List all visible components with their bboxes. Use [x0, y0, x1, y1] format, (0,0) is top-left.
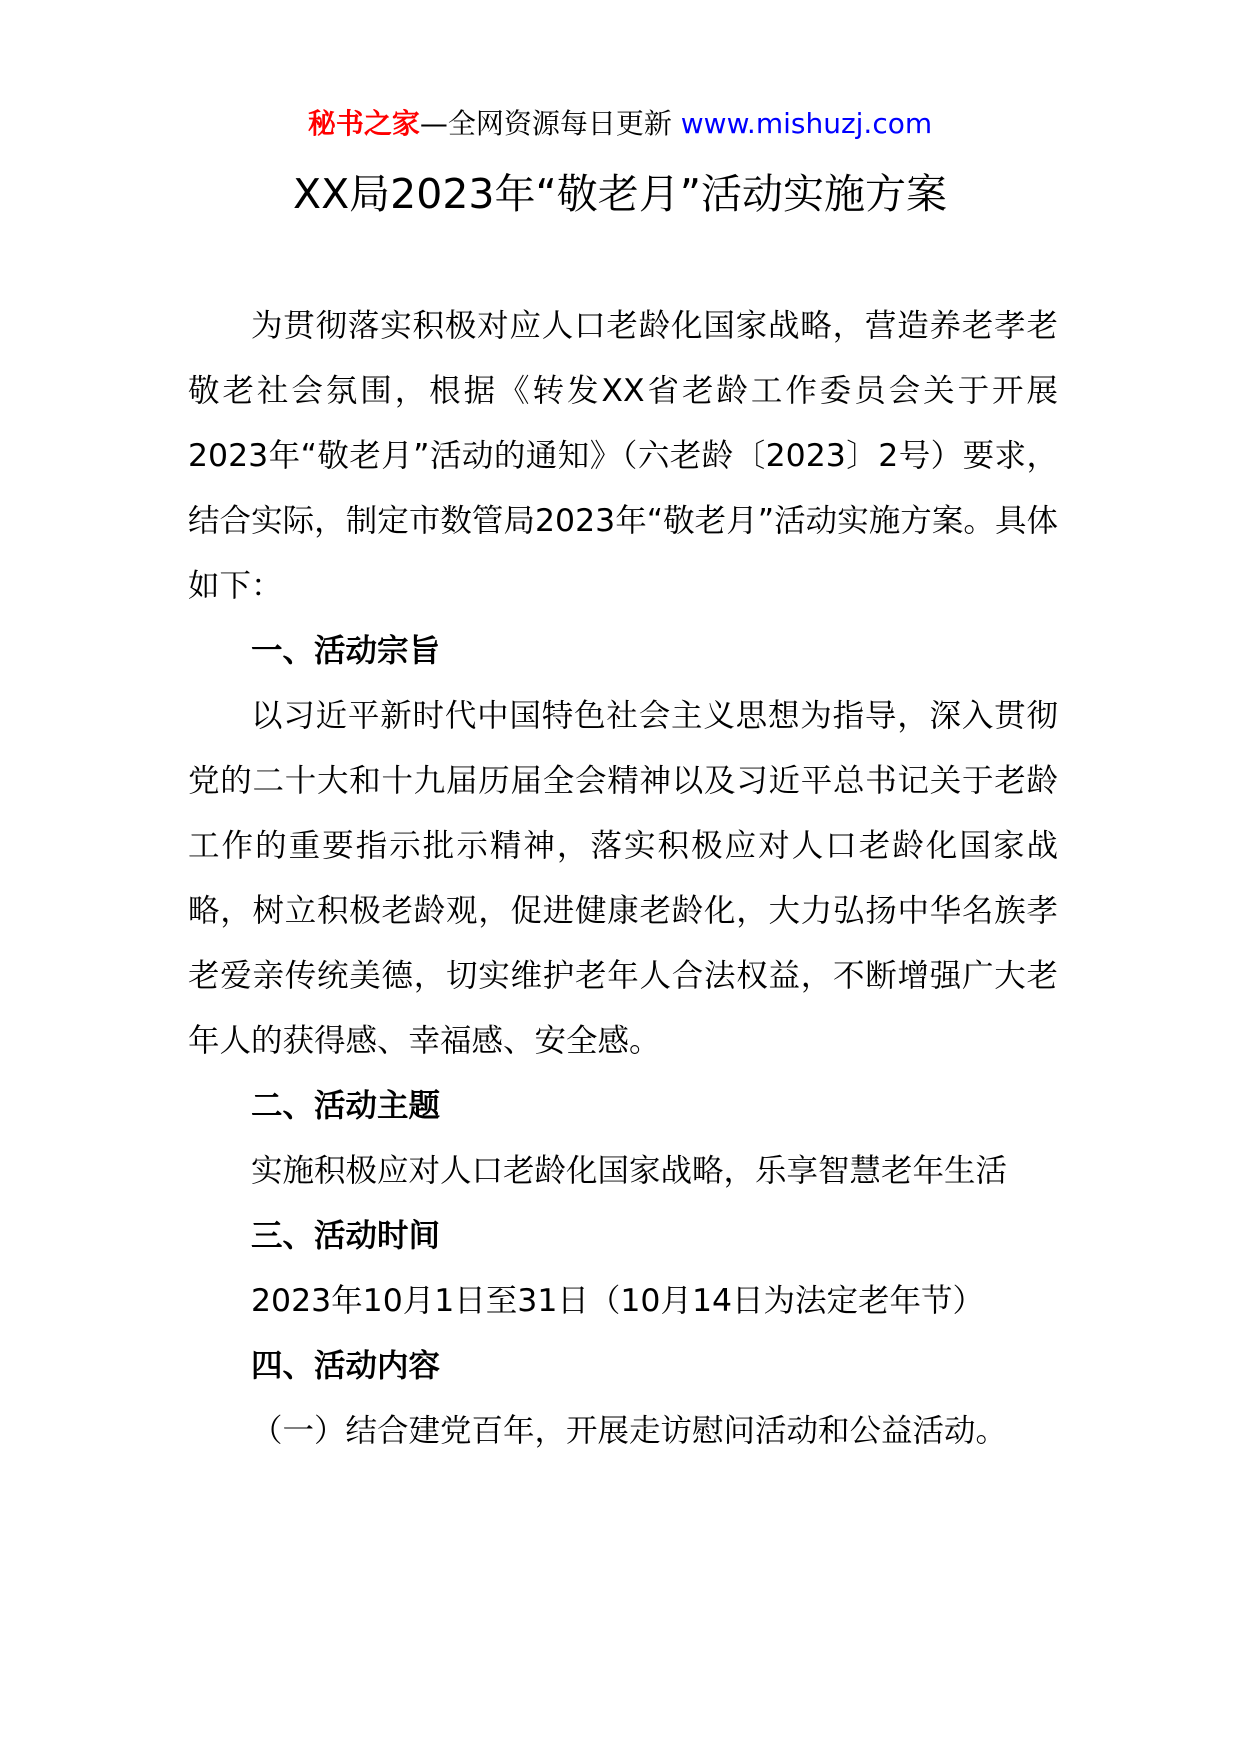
section-heading: 一、活动宗旨 [251, 633, 441, 669]
site-banner [0, 104, 1240, 144]
banner-tagline: —全网资源每日更新 [419, 107, 681, 140]
section-heading: 三、活动时间 [251, 1218, 441, 1254]
document-body [188, 294, 1058, 1464]
banner-url: www.mishuzj.com [680, 107, 933, 140]
section-paragraph: （一）结合建党百年，开展走访慰问活动和公益活动。 [251, 1413, 1008, 1449]
banner-brand: 秘书之家 [307, 107, 420, 140]
section-heading: 四、活动内容 [251, 1348, 441, 1384]
section-paragraph: 实施积极应对人口老龄化国家战略，乐享智慧老年生活 [251, 1153, 1008, 1189]
section-paragraph: 以习近平新时代中国特色社会主义思想为指导，深入贯彻党的二十大和十九届历届全会精神以及习近平总书记关于老龄工作的重要指示批示精神，落实积极应对人口老龄化国家战略，树立积极老龄观，促进健康老龄化，大力弘扬中华名族孝老爱亲传统美德，切实维护老年人合法权益，不断增强广大老年人的获得感、幸福感、安全感。 [188, 698, 1058, 1059]
section-heading: 二、活动主题 [251, 1088, 441, 1124]
document-title: XX局2023年“敬老月”活动实施方案 [293, 170, 947, 218]
section-paragraph: 2023年10月1日至31日（10月14日为法定老年节） [251, 1283, 985, 1319]
intro-paragraph: 为贯彻落实积极对应人口老龄化国家战略，营造养老孝老敬老社会氛围，根据《转发XX省老龄工作委员会关于开展2023年“敬老月”活动的通知》（六老龄〔2023〕2号）要求，结合实际，制定市数管局2023年“敬老月”活动实施方案。具体如下： [188, 308, 1058, 604]
